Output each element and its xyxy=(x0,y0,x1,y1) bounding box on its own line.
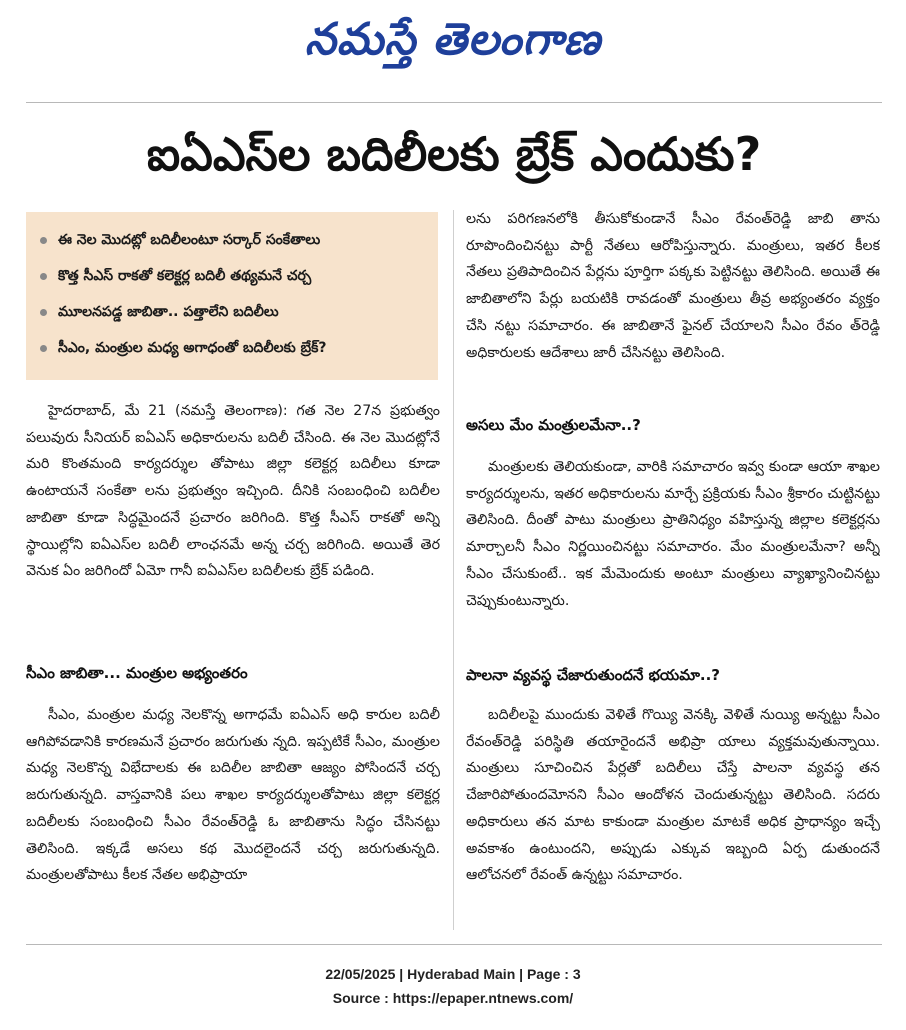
footer-dateline: 22/05/2025 | Hyderabad Main | Page : 3 xyxy=(325,966,581,982)
masthead-divider xyxy=(26,102,882,103)
body-paragraph: సీఎం, మంత్రుల మధ్య నెలకొన్న అగాధమే ఐఏఎస్‌ అధి కారుల బదిలీ ఆగిపోవడానికి కారణమనే ప్రచారం జరుగుతు న్నది. ఇప్పటికే సీఎం, మంత్రుల మధ్య నెలకొన్న విభేదాలకు ఈ బదిలీల జాబితా ఆజ్యం పోసిందనే చర్చ జరుగుతున్నది. వాస్తవానికి పలు శాఖల కార్యదర్శులతోపాటు జిల్లా కలెక్టర్ల బదిలీలకు సంబంధించి సీఎం రేవంత్‌రెడ్డి ఓ జాబితాను సిద్ధం చేసినట్టు తెలిసింది. ఇక్కడే అసలు కథ మొదలైందనే చర్చ జరుగుతున్నది. మంత్రులతోపాటు కీలక నేతల అభిప్రాయా xyxy=(26,707,440,884)
bullet-icon xyxy=(40,273,47,280)
newspaper-masthead: నమస్తే తెలంగాణ xyxy=(304,14,602,65)
intro-paragraph: హైదరాబాద్‌, మే 21 (నమస్తే తెలంగాణ): గత నెల 27న ప్రభుత్వం పలువురు సీనియర్‌ ఐఏఎస్‌ అధికారులను బదిలీ చేసింది. ఈ నెల మొదట్లోనే మరి కొంతమంది కార్యదర్శుల తోపాటు జిల్లా కలెక్టర్ల బదిలీలు కూడా ఉంటాయనే సంకేతా లను ప్రభుత్వం ఇచ్చింది. దీనికి సంబంధించి బదిలీల జాబితా కూడా సిద్ధమైందనే ప్రచారం జరిగింది. కొత్త సీఎస్‌ రాకతో అన్ని స్థాయిల్లోని ఐఏఎస్‌ల బదిలీ లాంఛనమే అన్న చర్చ జరిగింది. అయితే తెర వెనుక ఏం జరిగిందో ఏమో గానీ ఐఏఎస్‌ల బదిలీలకు బ్రేక్‌ పడింది. xyxy=(26,403,440,580)
highlight-text: సీఎం, మంత్రుల మధ్య అగాధంతో బదిలీలకు బ్రేక్‌? xyxy=(58,340,327,356)
highlights-box xyxy=(26,212,438,380)
article-right-top xyxy=(466,206,880,396)
highlight-item xyxy=(36,222,430,258)
article-right-body-1 xyxy=(466,454,880,646)
bullet-icon xyxy=(40,237,47,244)
column-divider xyxy=(453,210,454,930)
footer-divider xyxy=(26,944,882,945)
body-paragraph: బదిలీలపై ముందుకు వెళితే గొయ్యి వెనక్కి వెళితే నుయ్యి అన్నట్టు సీఎం రేవంత్‌రెడ్డి పరిస్థితి తయారైందనే అభిప్రా యాలు వ్యక్తమవుతున్నాయి. మంత్రులు సూచించిన పేర్లతో బదిలీలు చేస్తే పాలనా వ్యవస్థ తన చేజారిపోతుందమోనని సీఎం ఆందోళన చెందుతున్నట్టు తెలిసింది. సదరు అధికారులు తన మాట కాకుండా మంత్రుల మాటకే అధిక ప్రాధాన్యం ఇచ్చే అవకాశం ఉంటుందని, అప్పుడు ఎక్కువ ఇబ్బంది ఏర్ప డుతుందనే ఆలోచనలో రేవంత్‌ ఉన్నట్టు సమాచారం. xyxy=(466,707,880,884)
bullet-icon xyxy=(40,309,47,316)
highlight-text: మూలనపడ్డ జాబితా.. పత్తాలేని బదిలీలు xyxy=(58,304,279,320)
highlight-item xyxy=(36,294,430,330)
left-subheading: సీఎం జాబితా... మంత్రుల అభ్యంతరం xyxy=(26,664,248,682)
continued-paragraph: లను పరిగణనలోకి తీసుకోకుండానే సీఎం రేవంత్‌రెడ్డి జాబి తాను రూపొందించినట్టు పార్టీ నేతలు ఆరోపిస్తున్నారు. మంత్రులు, ఇతర కీలక నేతలు ప్రతిపాదించిన పేర్లను పూర్తిగా పక్కకు పెట్టినట్టు తెలిసింది. అయితే ఈ జాబితాలోని పేర్లు బయటికి రావడంతో మంత్రులు తీవ్ర అభ్యంతరం వ్యక్తం చేసి నట్టు సమాచారం. ఈ జాబితానే ఫైనల్‌ చేయాలని సీఎం రేవం త్‌రెడ్డి అధికారులకు ఆదేశాలు జారీ చేసినట్టు తెలిసింది. xyxy=(466,211,880,361)
article-right-body-2 xyxy=(466,702,880,924)
body-paragraph: మంత్రులకు తెలియకుండా, వారికి సమాచారం ఇవ్వ కుండా ఆయా శాఖల కార్యదర్శులను, ఇతర అధికారులను మార్చే ప్రక్రియకు సీఎం శ్రీకారం చుట్టినట్టు తెలిసింది. దీంతో పాటు మంత్రులు ప్రాతినిధ్యం వహిస్తున్న జిల్లాల కలెక్టర్లను మార్చాలనీ సీఎం నిర్ణయించినట్టు సమాచారం. మేం మంత్రులమేనా? అన్నీ సీఎం చేసుకుంటే.. ఇక మేమెందుకు అంటూ మంత్రులు వ్యాఖ్యానించినట్టు చెప్పుకుంటున్నారు. xyxy=(466,459,880,609)
highlight-text: కొత్త సీఎస్‌ రాకతో కలెక్టర్ల బదిలీ తథ్యమనే చర్చ xyxy=(58,268,312,284)
article-left-body xyxy=(26,702,440,924)
right-subheading-2: పాలనా వ్యవస్థ చేజారుతుందనే భయమా..? xyxy=(466,666,721,684)
highlight-item xyxy=(36,258,430,294)
right-subheading-1: అసలు మేం మంత్రులమేనా..? xyxy=(466,416,641,434)
bullet-icon xyxy=(40,345,47,352)
article-headline: ఐఏఎస్‌ల బదిలీలకు బ్రేక్‌ ఎందుకు? xyxy=(146,127,762,181)
highlight-text: ఈ నెల మొదట్లో బదిలీలంటూ సర్కార్‌ సంకేతాలు xyxy=(58,232,321,248)
footer-source: Source : https://epaper.ntnews.com/ xyxy=(332,990,574,1006)
article-left-intro xyxy=(26,398,440,644)
highlight-item xyxy=(36,330,430,366)
